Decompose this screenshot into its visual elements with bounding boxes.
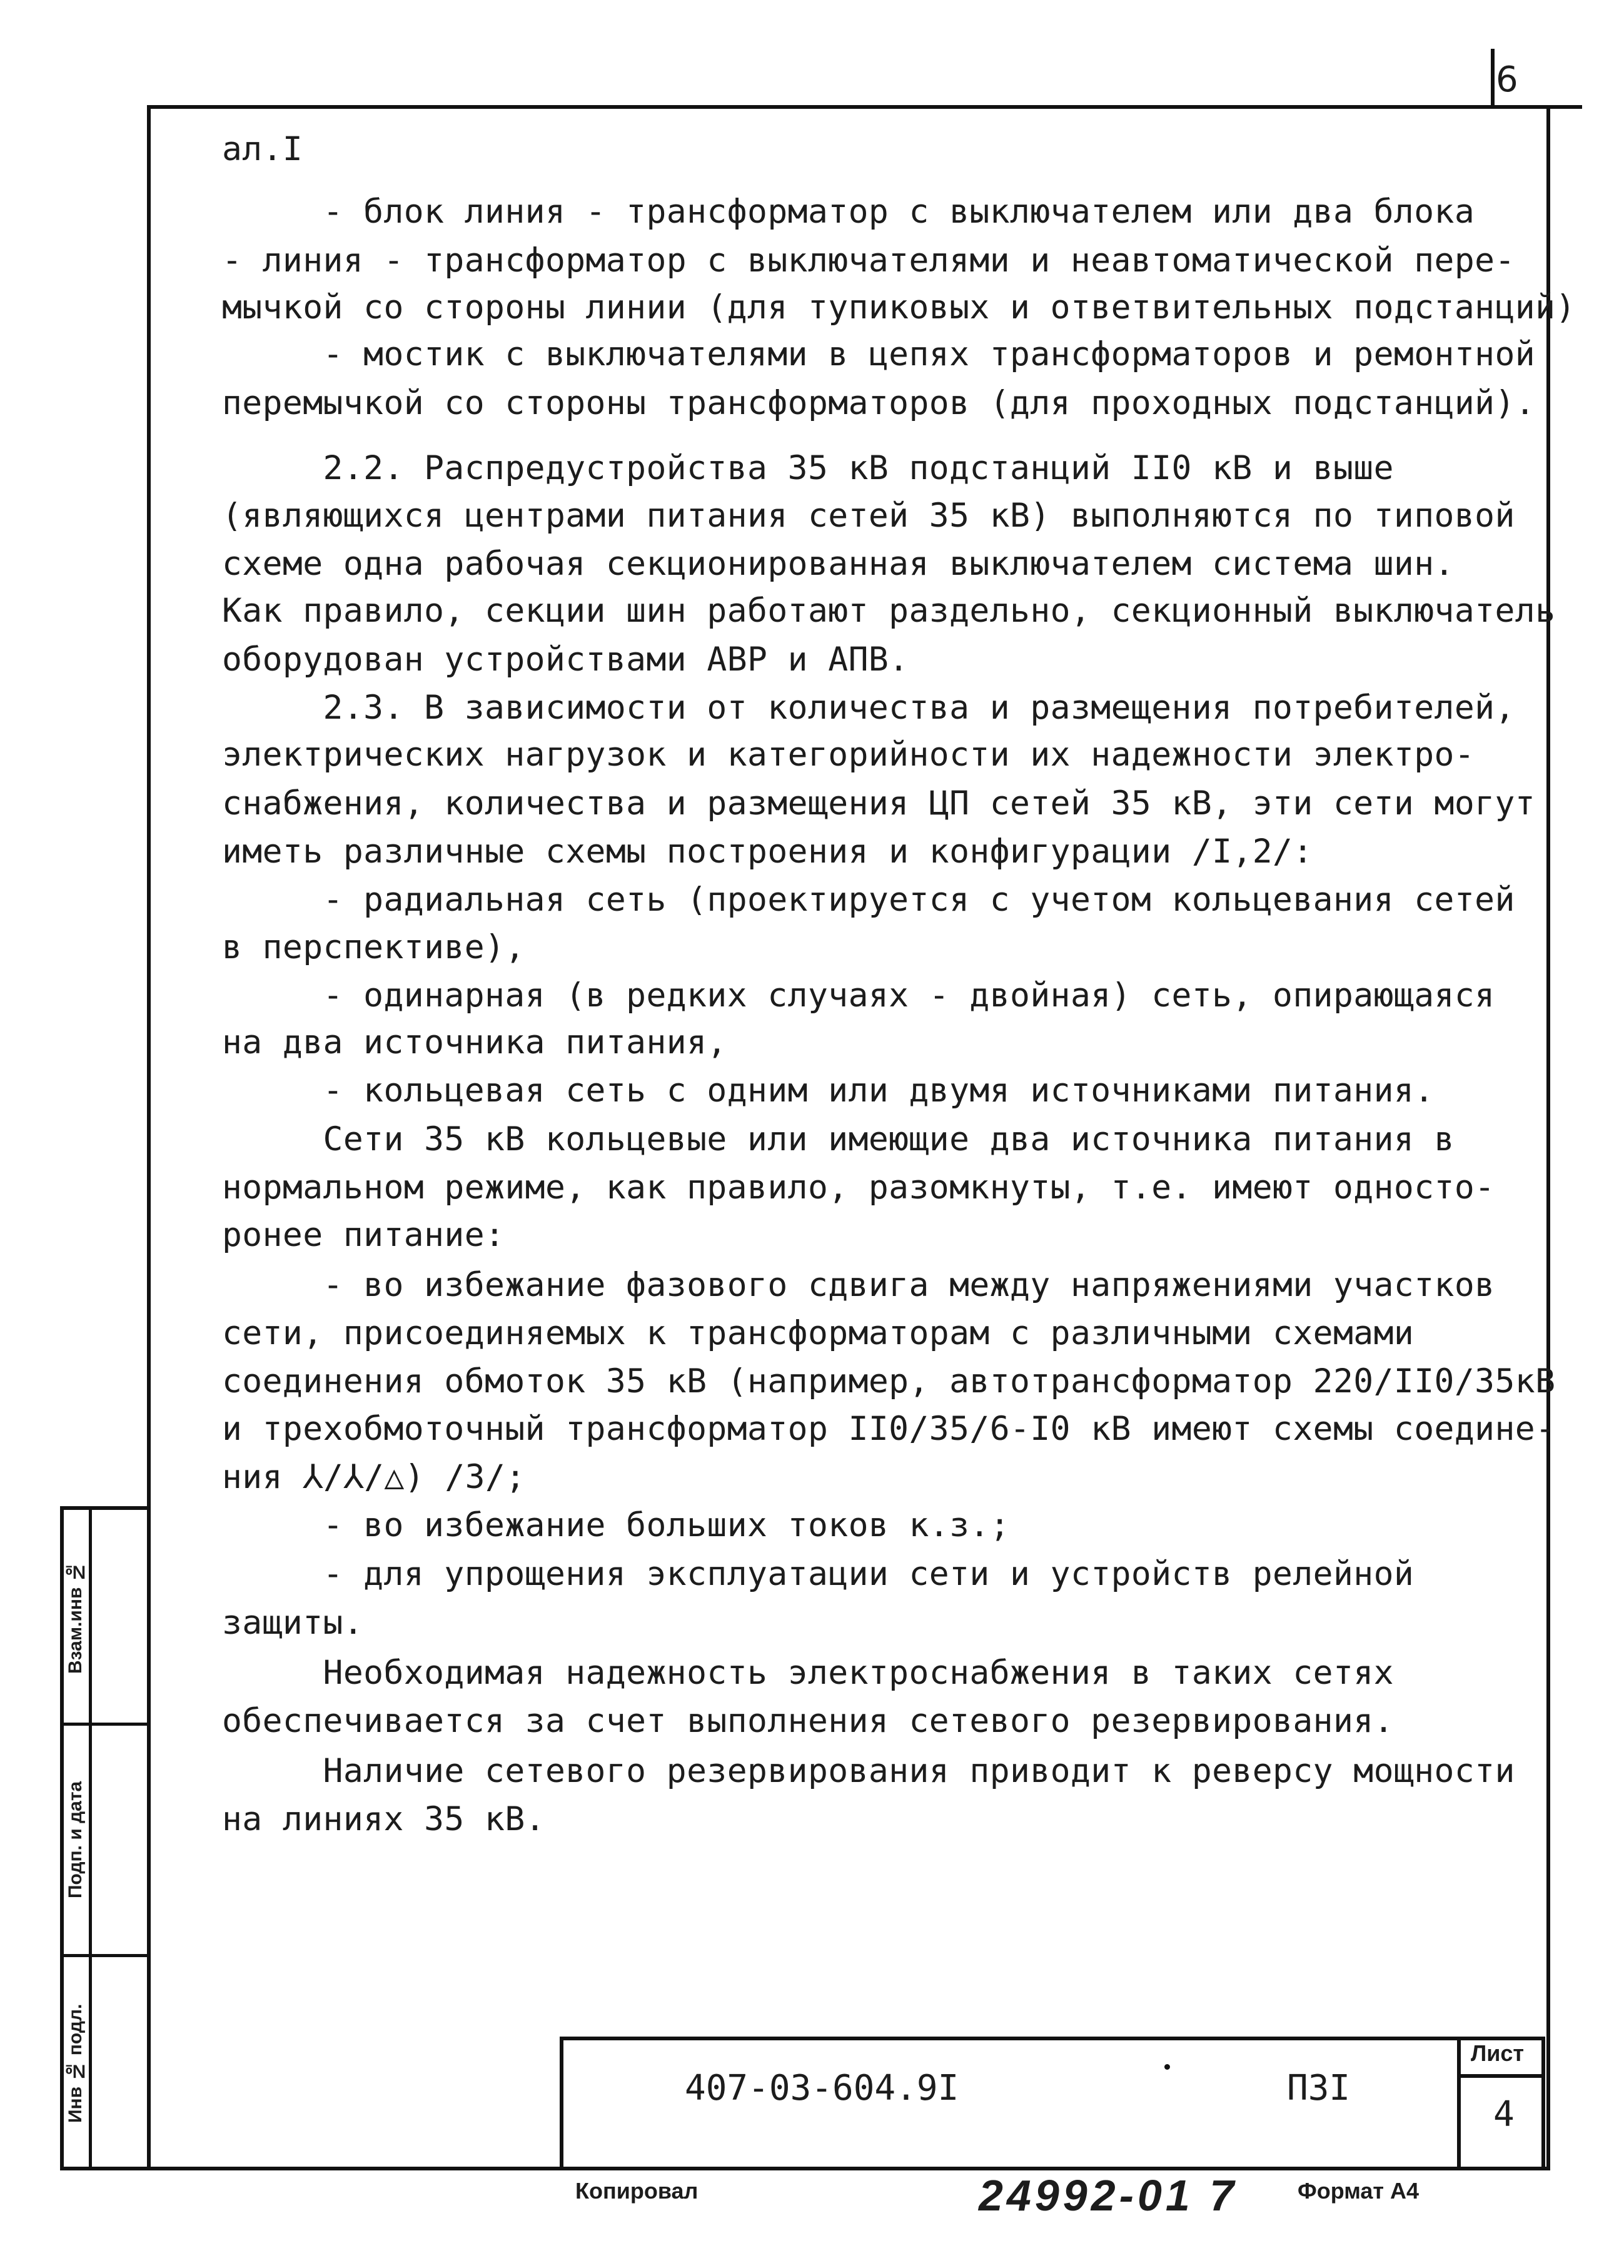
document-code: 407-03-604.9I [685,2068,959,2109]
text-line: Как правило, секции шин работают раздельно, секционный выключатель [222,592,1556,630]
text-line: перемычкой со стороны трансформаторов (для проходных подстанций). [222,384,1536,422]
text-line: ронее питание: [222,1216,505,1254]
text-line: - блок линия - трансформатор с выключателем или два блока [222,193,1475,231]
stamp-dot [1164,2064,1170,2070]
sidebar-separator [64,1954,151,1957]
text-line: на два источника питания, [222,1023,727,1061]
text-line: в перспективе), [222,928,525,966]
sidebar-column-divider [89,1510,92,2167]
text-line: снабжения, количества и размещения ЦП сетей 35 кВ, эти сети могут [222,784,1536,823]
text-line: нормальном режиме, как правило, разомкнуты, т.е. имеют односто- [222,1168,1495,1207]
sidebar-label-inv-copy: Взам.инв № [65,1561,86,1674]
text-line: ал.I [222,130,303,168]
text-line: Необходимая надежность электроснабжения в таких сетях [222,1654,1394,1692]
sheet-label: Лист [1471,2040,1525,2066]
text-line: - во избежание фазового сдвига между напряжениями участков [222,1266,1495,1304]
sheet-number: 4 [1493,2094,1515,2135]
text-line: - одинарная (в редких случаях - двойная) сеть, опирающаяся [222,976,1495,1015]
sheet-separator [1457,2074,1545,2078]
footer-format: Формат А4 [1298,2178,1420,2204]
text-line: мычкой со стороны линии (для тупиковых и ответвительных подстанций) [222,288,1576,327]
text-line: обеспечивается за счет выполнения сетевого резервирования. [222,1702,1394,1740]
document-type: П3I [1287,2068,1351,2109]
text-line: ния ⅄/⅄/△) /3/; [222,1458,526,1496]
text-line: схеме одна рабочая секционированная выключателем система шин. [222,545,1455,583]
text-line: и трехобмоточный трансформатор II0/35/6-I0 кВ имеют схемы соедине- [222,1410,1556,1448]
text-line: Сети 35 кВ кольцевые или имеющие два источника питания в [222,1120,1455,1158]
binding-sidebar [60,1506,147,2170]
footer-archive-number: 24992-01 7 [979,2171,1238,2220]
text-line: (являющихся центрами питания сетей 35 кВ) выполняются по типовой [222,497,1515,535]
text-line: иметь различные схемы построения и конфигурации /I,2/: [222,833,1313,871]
text-line: 2.3. В зависимости от количества и размещения потребителей, [222,689,1515,727]
text-line: - радиальная сеть (проектируется с учетом кольцевания сетей [222,881,1515,919]
sidebar-label-sign-date: Подп. и дата [65,1781,86,1899]
text-line: на линиях 35 кВ. [222,1800,545,1838]
text-line: защиты. [222,1604,364,1642]
text-line: соединения обмоток 35 кВ (например, автотрансформатор 220/II0/35кВ [222,1362,1556,1400]
text-line: сети, присоединяемых к трансформаторам с различными схемами [222,1314,1415,1352]
sidebar-separator [64,1723,151,1726]
text-line: - кольцевая сеть с одним или двумя источниками питания. [222,1071,1435,1110]
footer-copied: Копировал [575,2178,699,2204]
page-number: 6 [1496,59,1518,100]
text-line: - линия - трансформатор с выключателями и неавтоматической пере- [222,241,1515,280]
text-line: Наличие сетевого резервирования приводит к реверсу мощности [222,1752,1515,1790]
text-line: - мостик с выключателями в цепях трансформаторов и ремонтной [222,335,1536,373]
text-line: оборудован устройствами АВР и АПВ. [222,640,909,679]
text-line: электрических нагрузок и категорийности их надежности электро- [222,736,1475,774]
text-line: - во избежание больших токов к.з.; [222,1506,1011,1544]
sidebar-label-inv-orig: Инв № подл. [65,2003,86,2124]
text-line: - для упрощения эксплуатации сети и устройств релейной [222,1555,1415,1593]
corner-tick [1491,49,1495,105]
text-line: 2.2. Распредустройства 35 кВ подстанций II0 кВ и выше [222,449,1394,487]
